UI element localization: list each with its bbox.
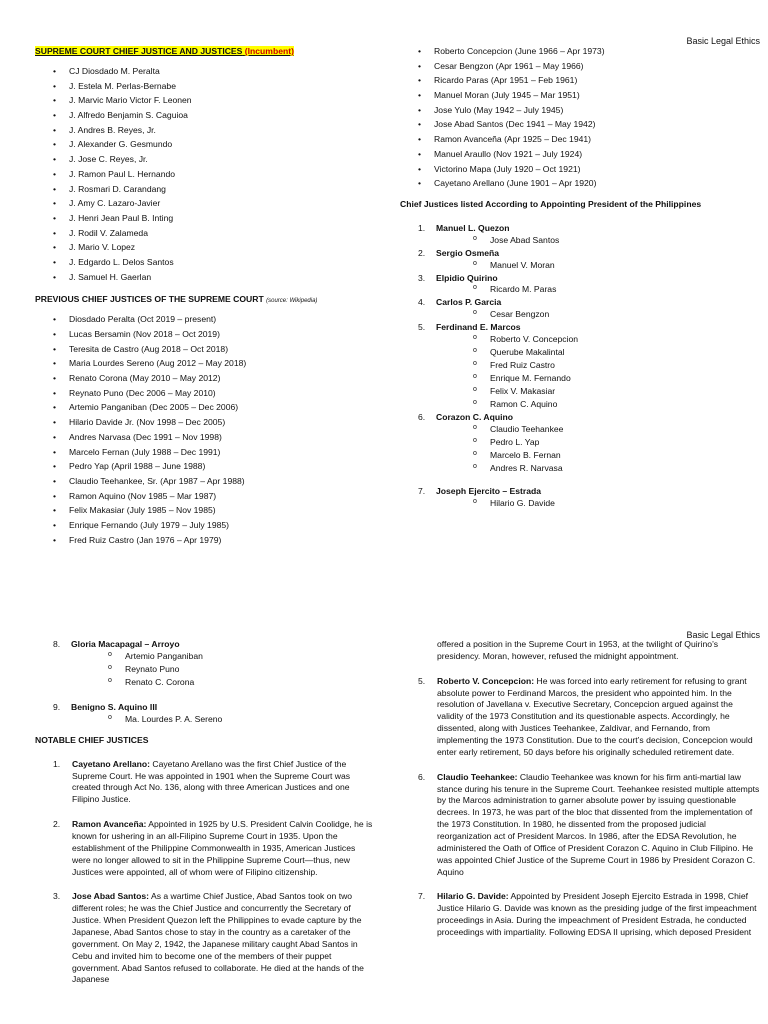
- incumbent-justice-item: • J. Marvic Mario Victor F. Leonen: [35, 95, 385, 110]
- appointed-justice-item: o Reynato Puno: [71, 664, 375, 677]
- incumbent-justice-item: • J. Mario V. Lopez: [35, 242, 385, 257]
- list-number: 5.: [418, 322, 426, 333]
- list-number: 6.: [418, 412, 426, 423]
- running-header: Basic Legal Ethics: [686, 36, 760, 46]
- justice-description: He was forced into early retirement for refusing to grant absolute power to Ferdinand Marcos, the president who appointed him. In the resolution of Javellana v. Executive Secretary, Concepcion argued against the validity of the 1973 Constitution and its questionable aspects. Accordingly, he dissented, along with Justices Teehankee, Zaldivar, and Fernando, from implementing the 1973 Constitution. Due to the court’s decision, Concepcion would enter early retirement, 50 days before his originally scheduled retirement date.: [437, 675, 753, 757]
- president-name: Gloria Macapagal – Arroyo: [71, 639, 180, 649]
- previous-chief-justice-item: • Cayetano Arellano (June 1901 – Apr 1920): [400, 178, 760, 193]
- page-2: [0, 600, 768, 1024]
- justice-description: As a wartime Chief Justice, Abad Santos took on two different roles; he was the Chief Justice and concurrently the Secretary of Justice. When President Quezon left the Philippines to evade capture by the Japanese, Abad Santos chose to stay in the country as a caretaker of the government. On May 2, 1942, the Japanese military caught Abad Santos in Cebu and invited him to become one of the members of their puppet government. Abad Santos refused to collaborate. He died at the hands of the Japanese: [72, 891, 364, 985]
- previous-chief-justice-item: • Ramon Aquino (Nov 1985 – Mar 1987): [35, 491, 385, 506]
- president-name: Ferdinand E. Marcos: [436, 322, 521, 333]
- previous-chief-justice-item: • Ramon Avanceña (Apr 1925 – Dec 1941): [400, 134, 760, 149]
- previous-chief-justice-item: • Manuel Moran (July 1945 – Mar 1951): [400, 90, 760, 105]
- appointing-president-item: [400, 486, 760, 511]
- incumbent-justice-item: • J. Ramon Paul L. Hernando: [35, 169, 385, 184]
- appointed-justice-item: o Hilario G. Davide: [436, 498, 760, 511]
- justice-description: Cayetano Arellano was the first Chief Justice of the Supreme Court. He was appointed in 1901 when the Supreme Court was created through Act No. 136, along with three American Justices and one Filipino Justice.: [72, 758, 351, 805]
- justice-name: Claudio Teehankee:: [437, 771, 518, 782]
- list-number: 2.: [418, 247, 426, 258]
- incumbent-justice-item: • J. Alexander G. Gesmundo: [35, 139, 385, 154]
- president-name: Joseph Ejercito – Estrada: [436, 486, 542, 497]
- notable-justice-item: [400, 639, 760, 663]
- previous-chief-justice-item: • Claudio Teehankee, Sr. (Apr 1987 – Apr 1988): [35, 476, 385, 491]
- incumbent-tag: (Incumbent): [244, 46, 294, 56]
- previous-chief-justice-item: • Pedro Yap (April 1988 – June 1988): [35, 461, 385, 476]
- list-number: 1.: [53, 758, 61, 769]
- appointing-list-continued: [35, 639, 375, 727]
- notable-justice-item: [400, 676, 760, 759]
- appointing-list: [400, 223, 760, 511]
- appointed-justice-item: o Andres R. Narvasa: [436, 463, 760, 476]
- previous-chief-justice-item: • Andres Narvasa (Dec 1991 – Nov 1998): [35, 432, 385, 447]
- president-name: Manuel L. Quezon: [436, 222, 510, 233]
- justice-name: Hilario G. Davide:: [437, 891, 509, 902]
- incumbent-justice-item: • J. Andres B. Reyes, Jr.: [35, 125, 385, 140]
- previous-chief-justice-item: • Artemio Panganiban (Dec 2005 – Dec 2006): [35, 402, 385, 417]
- previous-chief-justice-item: • Maria Lourdes Sereno (Aug 2012 – May 2018): [35, 358, 385, 373]
- incumbent-title: SUPREME COURT CHIEF JUSTICE AND JUSTICES: [35, 46, 243, 56]
- previous-chief-justice-item: • Teresita de Castro (Aug 2018 – Oct 2018): [35, 344, 385, 359]
- appointing-president-item: [35, 702, 375, 727]
- justice-description: Appointed by President Joseph Ejercito Estrada in 1998, Chief Justice Hilario G. Davide was known as the presiding judge of the first impeachment proceedings in Asia. During the impeachment of President Estrada, he conducted proceedings with impartiality. Following EDSA II uprising, which deposed President: [437, 891, 757, 938]
- incumbent-justice-item: • J. Amy C. Lazaro-Javier: [35, 198, 385, 213]
- notable-justice-item: [400, 891, 760, 938]
- list-number: 7.: [418, 891, 426, 902]
- justice-description: Claudio Teehankee was known for his firm anti-martial law stance during his tenure in the Supreme Court. Teehankee resisted multiple attempts by the Marcos administration to garner absolute power by issuing questionable decrees. In 1973, he was part of the bloc that dissented from the implementation of the 1973 Constitution. In 1980, he dissented from the proposed judicial reorganization act of President Marcos. In 1986, after the EDSA Revolution, he administered the Oath of Office of President Corazon C. Aquino in Club Filipino. He was appointed Chief Justice of the Supreme Court in 1986 by President Corazon C. Aquino: [437, 771, 760, 877]
- previous-chief-justice-item: • Felix Makasiar (July 1985 – Nov 1985): [35, 505, 385, 520]
- list-number: 3.: [418, 272, 426, 283]
- list-number: 8.: [53, 639, 61, 649]
- notable-justice-item: [35, 891, 375, 986]
- previous-list: [35, 314, 385, 549]
- appointed-justice-item: o Artemio Panganiban: [71, 651, 375, 664]
- previous-chief-justice-item: • Cesar Bengzon (Apr 1961 – May 1966): [400, 61, 760, 76]
- previous-list-continued: [400, 46, 760, 193]
- previous-chief-justice-item: • Victorino Mapa (July 1920 – Oct 1921): [400, 164, 760, 179]
- list-number: 3.: [53, 891, 61, 902]
- appointed-justice-item: o Felix V. Makasiar: [436, 386, 760, 399]
- incumbent-justice-item: • J. Rodil V. Zalameda: [35, 228, 385, 243]
- previous-source: (source: Wikipedia): [266, 298, 318, 305]
- appointing-president-item: [400, 412, 760, 476]
- previous-chief-justice-item: • Enrique Fernando (July 1979 – July 1985): [35, 520, 385, 535]
- appointing-president-item: [400, 273, 760, 298]
- list-number: 6.: [418, 771, 426, 782]
- appointing-president-item: [400, 248, 760, 273]
- incumbent-justice-item: • J. Estela M. Perlas-Bernabe: [35, 81, 385, 96]
- president-name: Sergio Osmeña: [436, 247, 500, 258]
- appointed-justice-item: o Renato C. Corona: [71, 677, 375, 690]
- incumbent-justice-item: • J. Jose C. Reyes, Jr.: [35, 154, 385, 169]
- appointed-justice-item: o Ricardo M. Paras: [436, 284, 760, 297]
- previous-chief-justice-item: • Marcelo Fernan (July 1988 – Dec 1991): [35, 447, 385, 462]
- incumbent-justice-item: • CJ Diosdado M. Peralta: [35, 66, 385, 81]
- list-number: 7.: [418, 486, 426, 497]
- running-header-2: Basic Legal Ethics: [686, 630, 760, 640]
- appointed-justice-item: o Marcelo B. Fernan: [436, 450, 760, 463]
- appointing-president-item: [400, 297, 760, 322]
- justice-description: Appointed in 1925 by U.S. President Calvin Coolidge, he is known for ushering in an all-Filipino Supreme Court in 1935. Upon the establishment of the Philippine Commonwealth in 1935, American Justices were no longer allowed to sit in the Philippine Supreme Court—thus, new Justices were appointed, all of whom were of Filipino citizenship.: [72, 819, 373, 877]
- justice-name: Roberto V. Concepcion:: [437, 675, 535, 686]
- previous-chief-justice-item: • Jose Abad Santos (Dec 1941 – May 1942): [400, 119, 760, 134]
- president-name: Elpidio Quirino: [436, 272, 498, 283]
- notable-list: [35, 759, 375, 987]
- p2-right-column: [400, 639, 760, 952]
- list-number: 2.: [53, 819, 61, 830]
- list-number: 4.: [418, 297, 426, 308]
- list-number: 9.: [53, 701, 61, 712]
- notable-justice-item: [35, 819, 375, 878]
- p2-left-column: [35, 639, 375, 999]
- appointed-justice-item: o Manuel V. Moran: [436, 260, 760, 273]
- justice-name: Ramon Avanceña:: [72, 819, 147, 830]
- incumbent-list: [35, 66, 385, 286]
- previous-chief-justice-item: • Reynato Puno (Dec 2006 – May 2010): [35, 388, 385, 403]
- justice-name: Jose Abad Santos:: [72, 891, 150, 902]
- previous-chief-justice-item: • Diosdado Peralta (Oct 2019 – present): [35, 314, 385, 329]
- previous-title: PREVIOUS CHIEF JUSTICES OF THE SUPREME COURT: [35, 294, 264, 305]
- appointed-justice-item: o Querube Makalintal: [436, 347, 760, 360]
- appointed-justice-item: o Pedro L. Yap: [436, 437, 760, 450]
- appointing-president-item: [400, 322, 760, 412]
- notable-justice-item: [35, 759, 375, 806]
- previous-chief-justice-item: • Hilario Davide Jr. (Nov 1998 – Dec 2005): [35, 417, 385, 432]
- previous-chief-justice-item: • Lucas Bersamin (Nov 2018 – Oct 2019): [35, 329, 385, 344]
- president-name: Corazon C. Aquino: [436, 412, 514, 423]
- list-number: 1.: [418, 222, 426, 233]
- incumbent-justice-item: • J. Alfredo Benjamin S. Caguioa: [35, 110, 385, 125]
- justice-description: offered a position in the Supreme Court in 1953, at the twilight of Quirino’s presidency. Moran, however, refused the midnight appointment.: [437, 639, 719, 661]
- previous-chief-justice-item: • Renato Corona (May 2010 – May 2012): [35, 373, 385, 388]
- appointed-justice-item: o Fred Ruiz Castro: [436, 360, 760, 373]
- previous-chief-justice-item: • Jose Yulo (May 1942 – July 1945): [400, 105, 760, 120]
- incumbent-justice-item: • J. Samuel H. Gaerlan: [35, 272, 385, 287]
- left-column: [35, 46, 385, 549]
- appointed-justice-item: o Ma. Lourdes P. A. Sereno: [71, 714, 375, 727]
- previous-chief-justice-item: • Roberto Concepcion (June 1966 – Apr 1973): [400, 46, 760, 61]
- president-name: Benigno S. Aquino III: [71, 701, 158, 712]
- appointing-president-item: [400, 223, 760, 248]
- appointed-justice-item: o Claudio Teehankee: [436, 424, 760, 437]
- notable-list-continued: [400, 639, 760, 939]
- justice-name: Cayetano Arellano:: [72, 758, 150, 769]
- list-number: 5.: [418, 675, 426, 686]
- notable-justice-item: [400, 772, 760, 879]
- incumbent-justice-item: • J. Rosmari D. Carandang: [35, 184, 385, 199]
- appointing-president-item: [35, 639, 375, 690]
- appointed-justice-item: o Cesar Bengzon: [436, 309, 760, 322]
- incumbent-heading: [35, 46, 385, 66]
- previous-chief-justice-item: • Ricardo Paras (Apr 1951 – Feb 1961): [400, 75, 760, 90]
- previous-chief-justice-item: • Manuel Araullo (Nov 1921 – July 1924): [400, 149, 760, 164]
- right-column: [400, 46, 760, 511]
- incumbent-justice-item: • J. Edgardo L. Delos Santos: [35, 257, 385, 272]
- president-name: Carlos P. Garcia: [436, 297, 502, 308]
- previous-chief-justice-item: • Fred Ruiz Castro (Jan 1976 – Apr 1979): [35, 535, 385, 550]
- appointed-justice-item: o Ramon C. Aquino: [436, 399, 760, 412]
- incumbent-justice-item: • J. Henri Jean Paul B. Inting: [35, 213, 385, 228]
- notable-heading: NOTABLE CHIEF JUSTICES: [35, 734, 149, 745]
- appointed-justice-item: o Jose Abad Santos: [436, 235, 760, 248]
- appointed-justice-item: o Enrique M. Fernando: [436, 373, 760, 386]
- appointed-justice-item: o Roberto V. Concepcion: [436, 334, 760, 347]
- previous-heading: [35, 294, 385, 314]
- appointing-heading: Chief Justices listed According to Appointing President of the Philippines: [400, 198, 702, 209]
